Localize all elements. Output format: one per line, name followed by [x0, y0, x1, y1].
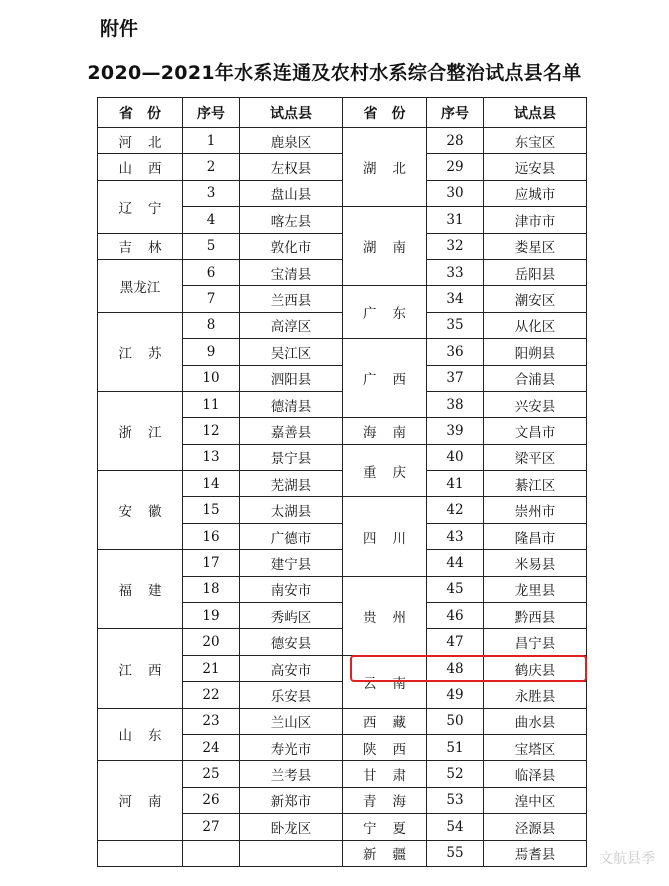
index-cell: 40 — [427, 444, 484, 470]
province-cell: 山西 — [98, 154, 183, 180]
index-cell: 19 — [183, 603, 240, 629]
index-cell: 30 — [427, 180, 484, 206]
index-cell: 16 — [183, 523, 240, 549]
county-cell: 乐安县 — [240, 682, 343, 708]
county-cell: 左权县 — [240, 154, 343, 180]
province-cell: 福建 — [98, 550, 183, 629]
index-cell: 35 — [427, 312, 484, 338]
watermark: 文航县季 — [599, 851, 655, 867]
county-cell: 卧龙区 — [240, 814, 343, 840]
table-row — [98, 629, 587, 655]
table-row — [98, 840, 587, 866]
index-cell: 20 — [183, 629, 240, 655]
index-cell: 22 — [183, 682, 240, 708]
county-cell: 湟中区 — [484, 787, 587, 813]
table-row — [98, 471, 587, 497]
index-cell: 12 — [183, 418, 240, 444]
table-row — [98, 708, 587, 734]
table-row — [98, 180, 587, 206]
header-county: 试点县 — [240, 98, 343, 128]
province-cell: 云南 — [343, 655, 427, 708]
county-cell: 广德市 — [240, 523, 343, 549]
province-cell: 海南 — [343, 418, 427, 444]
county-cell: 盘山县 — [240, 180, 343, 206]
county-cell: 德安县 — [240, 629, 343, 655]
province-cell: 河北 — [98, 128, 183, 154]
province-cell: 江苏 — [98, 312, 183, 391]
index-cell: 5 — [183, 233, 240, 259]
index-cell: 24 — [183, 734, 240, 760]
index-cell: 55 — [427, 840, 484, 866]
county-cell: 宝清县 — [240, 259, 343, 285]
table-row — [98, 233, 587, 259]
index-cell: 33 — [427, 259, 484, 285]
province-cell: 广西 — [343, 339, 427, 418]
county-cell: 景宁县 — [240, 444, 343, 470]
index-cell: 23 — [183, 708, 240, 734]
index-cell: 29 — [427, 154, 484, 180]
county-cell: 岳阳县 — [484, 259, 587, 285]
county-cell: 焉耆县 — [484, 840, 587, 866]
county-cell: 崇州市 — [484, 497, 587, 523]
county-cell: 东宝区 — [484, 128, 587, 154]
index-cell: 42 — [427, 497, 484, 523]
index-cell: 28 — [427, 128, 484, 154]
index-cell: 39 — [427, 418, 484, 444]
county-cell: 寿光市 — [240, 734, 343, 760]
province-cell: 广东 — [343, 286, 427, 339]
index-cell: 45 — [427, 576, 484, 602]
county-cell: 津市市 — [484, 207, 587, 233]
index-cell: 1 — [183, 128, 240, 154]
index-cell: 9 — [183, 339, 240, 365]
header-index: 序号 — [183, 98, 240, 128]
province-cell: 河南 — [98, 761, 183, 840]
province-cell: 山东 — [98, 708, 183, 761]
province-cell: 浙江 — [98, 391, 183, 470]
attachment-label: 附件 — [100, 18, 139, 40]
county-cell: 芜湖县 — [240, 471, 343, 497]
county-cell: 梁平区 — [484, 444, 587, 470]
index-cell: 3 — [183, 180, 240, 206]
county-cell: 高安市 — [240, 655, 343, 681]
header-province: 省份 — [98, 98, 183, 128]
index-cell: 46 — [427, 603, 484, 629]
county-cell: 临泽县 — [484, 761, 587, 787]
index-cell: 17 — [183, 550, 240, 576]
index-cell: 21 — [183, 655, 240, 681]
index-cell: 25 — [183, 761, 240, 787]
index-cell: 34 — [427, 286, 484, 312]
province-cell: 新疆 — [343, 840, 427, 866]
index-cell: 10 — [183, 365, 240, 391]
county-cell: 嘉善县 — [240, 418, 343, 444]
header-county: 试点县 — [484, 98, 587, 128]
province-cell: 宁夏 — [343, 814, 427, 840]
index-cell: 7 — [183, 286, 240, 312]
county-cell: 泾源县 — [484, 814, 587, 840]
table-header-row — [98, 98, 587, 128]
index-cell: 15 — [183, 497, 240, 523]
county-cell: 新郑市 — [240, 787, 343, 813]
index-cell: 36 — [427, 339, 484, 365]
index-cell: 48 — [427, 655, 484, 681]
county-cell: 兰西县 — [240, 286, 343, 312]
index-cell: 13 — [183, 444, 240, 470]
county-cell: 鹿泉区 — [240, 128, 343, 154]
province-cell: 湖南 — [343, 207, 427, 286]
county-cell: 兴安县 — [484, 391, 587, 417]
county-cell: 远安县 — [484, 154, 587, 180]
county-cell: 宝塔区 — [484, 734, 587, 760]
index-cell: 41 — [427, 471, 484, 497]
county-cell: 娄星区 — [484, 233, 587, 259]
province-cell: 江西 — [98, 629, 183, 708]
table-row — [98, 761, 587, 787]
county-cell: 隆昌市 — [484, 523, 587, 549]
county-cell: 米易县 — [484, 550, 587, 576]
table-row — [98, 391, 587, 417]
province-cell — [98, 840, 183, 866]
county-cell: 兰考县 — [240, 761, 343, 787]
index-cell: 2 — [183, 154, 240, 180]
table-row — [98, 154, 587, 180]
table-row — [98, 550, 587, 576]
province-cell: 辽宁 — [98, 180, 183, 233]
index-cell: 43 — [427, 523, 484, 549]
index-cell: 50 — [427, 708, 484, 734]
index-cell: 44 — [427, 550, 484, 576]
index-cell: 54 — [427, 814, 484, 840]
index-cell: 14 — [183, 471, 240, 497]
index-cell: 27 — [183, 814, 240, 840]
county-cell: 应城市 — [484, 180, 587, 206]
province-cell: 重庆 — [343, 444, 427, 497]
county-cell: 吴江区 — [240, 339, 343, 365]
county-cell: 綦江区 — [484, 471, 587, 497]
county-cell: 永胜县 — [484, 682, 587, 708]
index-cell: 6 — [183, 259, 240, 285]
table-row — [98, 259, 587, 285]
county-cell: 德清县 — [240, 391, 343, 417]
county-cell: 合浦县 — [484, 365, 587, 391]
county-cell: 曲水县 — [484, 708, 587, 734]
index-cell: 18 — [183, 576, 240, 602]
header-index: 序号 — [427, 98, 484, 128]
index-cell: 31 — [427, 207, 484, 233]
county-cell: 鹤庆县 — [484, 655, 587, 681]
county-cell: 潮安区 — [484, 286, 587, 312]
index-cell: 49 — [427, 682, 484, 708]
index-cell: 11 — [183, 391, 240, 417]
county-cell: 从化区 — [484, 312, 587, 338]
county-cell: 南安市 — [240, 576, 343, 602]
province-cell: 西藏 — [343, 708, 427, 734]
index-cell: 51 — [427, 734, 484, 760]
county-cell: 黔西县 — [484, 603, 587, 629]
header-province: 省份 — [343, 98, 427, 128]
province-cell: 青海 — [343, 787, 427, 813]
index-cell: 4 — [183, 207, 240, 233]
highlight-box-yunnan — [350, 655, 587, 682]
province-cell: 吉林 — [98, 233, 183, 259]
county-cell: 高淳区 — [240, 312, 343, 338]
province-cell: 甘肃 — [343, 761, 427, 787]
index-cell: 47 — [427, 629, 484, 655]
province-cell: 黑龙江 — [98, 259, 183, 312]
table-row — [98, 312, 587, 338]
index-cell: 53 — [427, 787, 484, 813]
county-cell — [240, 840, 343, 866]
county-cell: 龙里县 — [484, 576, 587, 602]
county-cell: 建宁县 — [240, 550, 343, 576]
index-cell — [183, 840, 240, 866]
county-cell: 太湖县 — [240, 497, 343, 523]
county-cell: 秀屿区 — [240, 603, 343, 629]
index-cell: 32 — [427, 233, 484, 259]
county-cell: 兰山区 — [240, 708, 343, 734]
province-cell: 陕西 — [343, 734, 427, 760]
province-cell: 湖北 — [343, 128, 427, 207]
county-cell: 泗阳县 — [240, 365, 343, 391]
county-cell: 阳朔县 — [484, 339, 587, 365]
document-title: 2020—2021年水系连通及农村水系综合整治试点县名单 — [87, 62, 582, 84]
index-cell: 38 — [427, 391, 484, 417]
index-cell: 37 — [427, 365, 484, 391]
province-cell: 四川 — [343, 497, 427, 576]
province-cell: 贵州 — [343, 576, 427, 655]
county-cell: 喀左县 — [240, 207, 343, 233]
table-row — [98, 128, 587, 154]
pilot-county-table — [97, 97, 587, 867]
county-cell: 敦化市 — [240, 233, 343, 259]
index-cell: 26 — [183, 787, 240, 813]
county-cell: 昌宁县 — [484, 629, 587, 655]
index-cell: 52 — [427, 761, 484, 787]
province-cell: 安徽 — [98, 471, 183, 550]
county-cell: 文昌市 — [484, 418, 587, 444]
index-cell: 8 — [183, 312, 240, 338]
